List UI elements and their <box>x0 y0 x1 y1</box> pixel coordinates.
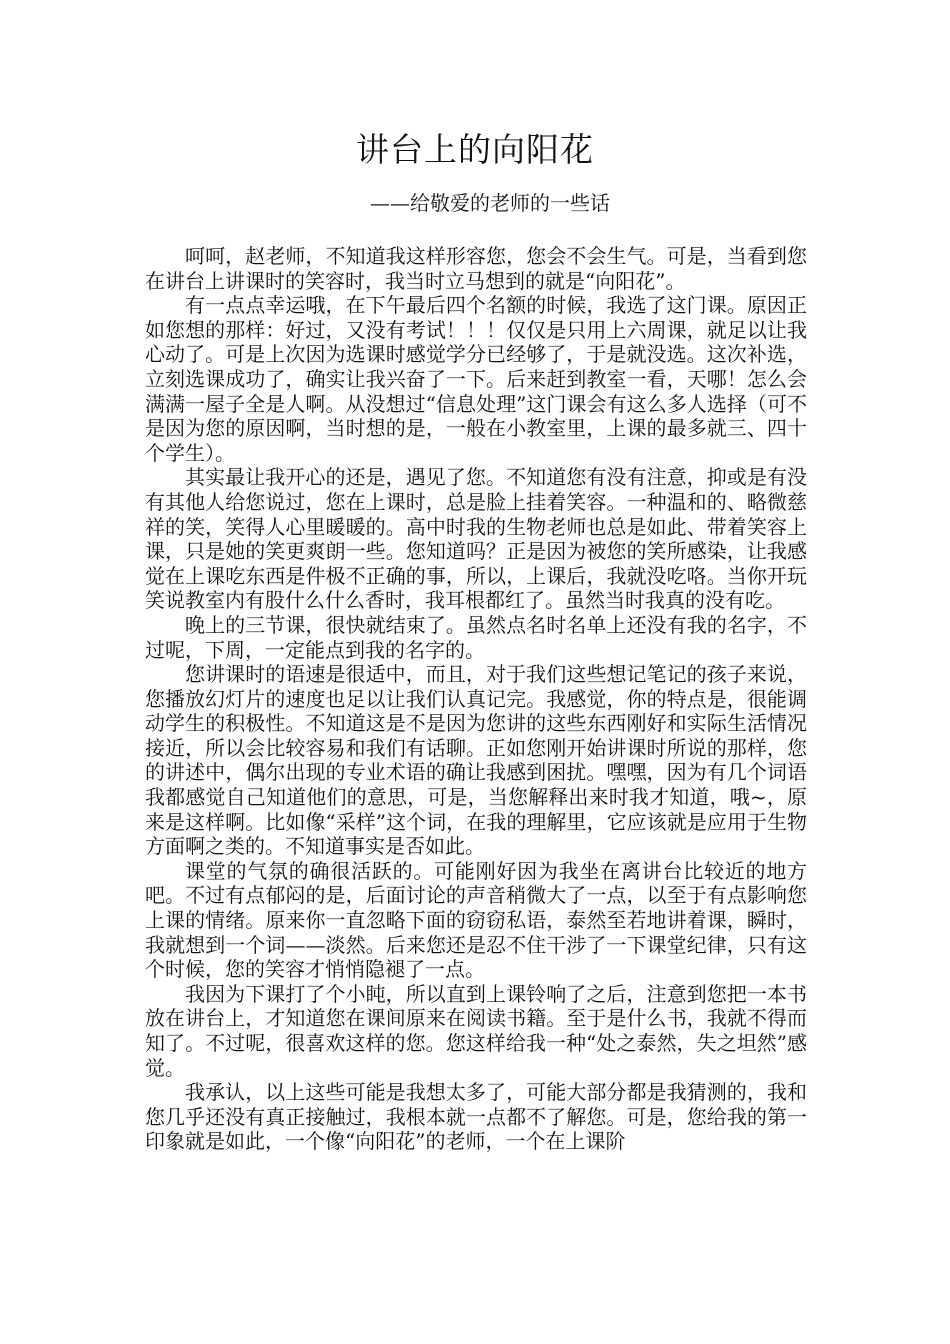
paragraph: 课堂的气氛的确很活跃的。可能刚好因为我坐在离讲台比较近的地方吧。不过有点郁闷的是，后面讨论的声音稍微大了一点，以至于有点影响您上课的情绪。原来你一直忽略下面的窃窃私语，泰然至若地讲着课，瞬时，我就想到一个词——淡然。后来您还是忍不住干涉了一下课堂纪律，只有这个时候，您的笑容才悄悄隐褪了一点。 <box>145 858 807 982</box>
paragraph: 晚上的三节课，很快就结束了。虽然点名时名单上还没有我的名字，不过呢，下周，一定能点到我的名字的。 <box>145 612 807 662</box>
paragraph: 呵呵，赵老师，不知道我这样形容您，您会不会生气。可是，当看到您在讲台上讲课时的笑容时，我当时立马想到的就是“向阳花”。 <box>145 244 807 293</box>
paragraph: 我承认，以上这些可能是我想太多了，可能大部分都是我猜测的，我和您几乎还没有真正接触过，我根本就一点都不了解您。可是，您给我的第一印象就是如此，一个像“向阳花”的老师，一个在上课阶 <box>145 1080 807 1154</box>
document-body <box>145 244 807 1154</box>
paragraph: 其实最让我开心的还是，遇见了您。不知道您有没有注意，抑或是有没有其他人给您说过，您在上课时，总是脸上挂着笑容。一种温和的、略微慈祥的笑，笑得人心里暖暖的。高中时我的生物老师也总是如此、带着笑容上课，只是她的笑更爽朗一些。您知道吗？正是因为被您的笑所感染，让我感觉在上课吃东西是件极不正确的事，所以，上课后，我就没吃咯。当你开玩笑说教室内有股什么什么香时，我耳根都红了。虽然当时我真的没有吃。 <box>145 465 807 613</box>
paragraph: 有一点点幸运哦，在下午最后四个名额的时候，我选了这门课。原因正如您想的那样：好过，又没有考试！！！仅仅是只用上六周课，就足以让我心动了。可是上次因为选课时感觉学分已经够了，于是就没选。这次补选，立刻选课成功了，确实让我兴奋了一下。后来赶到教室一看，天哪！怎么会满满一屋子全是人啊。从没想过“信息处理”这门课会有这么多人选择（可不是因为您的原因啊，当时想的是，一般在小教室里，上课的最多就三、四十个学生）。 <box>145 293 807 465</box>
paragraph: 我因为下课打了个小盹，所以直到上课铃响了之后，注意到您把一本书放在讲台上，才知道您在课间原来在阅读书籍。至于是什么书，我就不得而知了。不过呢，很喜欢这样的您。您这样给我一种“处之泰然，失之坦然”感觉。 <box>145 981 807 1080</box>
page-title: 讲台上的向阳花 <box>356 130 594 169</box>
page-subtitle: ——给敬爱的老师的一些话 <box>370 191 610 215</box>
paragraph: 您讲课时的语速是很适中，而且，对于我们这些想记笔记的孩子来说，您播放幻灯片的速度也足以让我们认真记完。我感觉，你的特点是，很能调动学生的积极性。不知道这是不是因为您讲的这些东西刚好和实际生活情况接近，所以会比较容易和我们有话聊。正如您刚开始讲课时所说的那样，您的讲述中，偶尔出现的专业术语的确让我感到困扰。嘿嘿，因为有几个词语我都感觉自己知道他们的意思，可是，当您解释出来时我才知道，哦~，原来是这样啊。比如像“采样”这个词，在我的理解里，它应该就是应用于生物方面啊之类的。不知道事实是否如此。 <box>145 662 807 859</box>
